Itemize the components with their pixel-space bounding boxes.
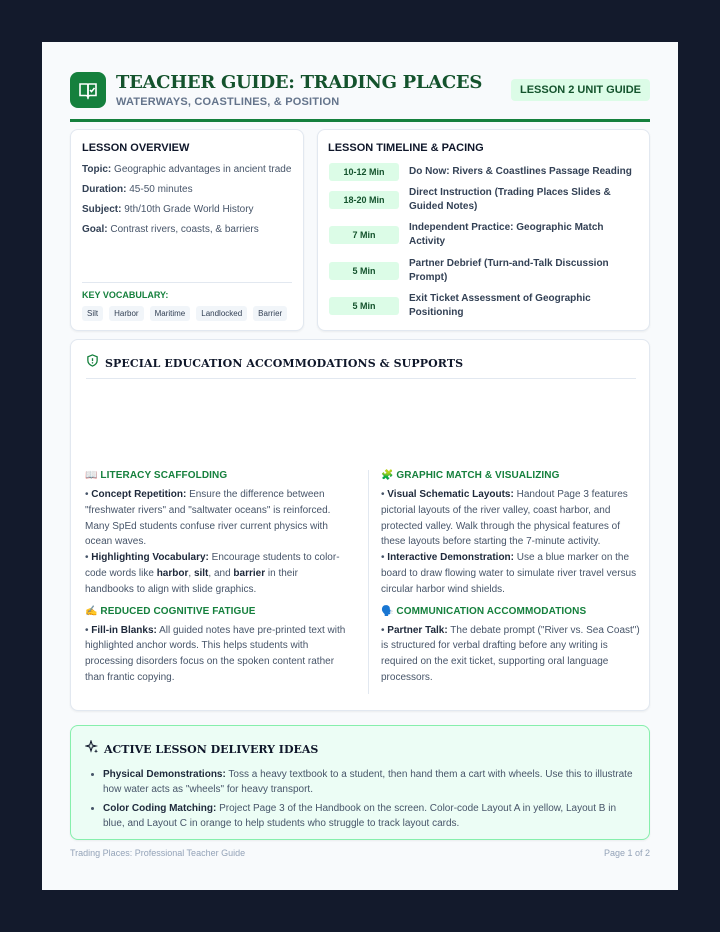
timeline-item bbox=[329, 221, 639, 249]
overview-topic: Topic: Geographic advantages in ancient trade bbox=[82, 164, 292, 175]
timeline-text: Partner Debrief (Turn-and-Talk Discussion Prompt) bbox=[409, 258, 609, 283]
time-pill: 5 Min bbox=[329, 262, 399, 280]
lesson-timeline-card bbox=[317, 129, 650, 331]
footer-title: Trading Places: Professional Teacher Guide bbox=[70, 848, 246, 858]
graphic-heading: 🧩 GRAPHIC MATCH & VISUALIZING bbox=[381, 470, 560, 481]
timeline-item bbox=[329, 186, 639, 214]
timeline-text: Do Now: Rivers & Coastlines Passage Reading bbox=[409, 166, 632, 177]
literacy-heading: 📖 LITERACY SCAFFOLDING bbox=[85, 470, 228, 481]
sparkles-icon bbox=[85, 740, 99, 759]
page-subtitle: WATERWAYS, COASTLINES, & POSITION bbox=[116, 96, 340, 108]
vocab-list bbox=[82, 306, 287, 321]
time-pill: 7 Min bbox=[329, 226, 399, 244]
vocab-title: KEY VOCABULARY: bbox=[82, 290, 169, 300]
vocab-chip: Silt bbox=[82, 306, 103, 321]
list-item: • Physical Demonstrations: Toss a heavy textbook to a student, then hand them a cart with wheels. Use this to illustrate how water acts as "wheels" for heavy transport. bbox=[103, 767, 635, 797]
timeline-item bbox=[329, 163, 639, 181]
lesson-overview-card bbox=[70, 129, 304, 331]
timeline-text: Direct Instruction (Trading Places Slides & Guided Notes) bbox=[409, 187, 611, 212]
page-header bbox=[70, 72, 650, 122]
overview-title: LESSON OVERVIEW bbox=[82, 142, 190, 154]
ideas-header bbox=[85, 740, 635, 759]
page-title: TEACHER GUIDE: TRADING PLACES bbox=[116, 72, 483, 93]
sped-left-column bbox=[85, 470, 349, 686]
unit-guide-badge: LESSON 2 UNIT GUIDE bbox=[511, 79, 650, 101]
document-page bbox=[42, 42, 678, 890]
timeline-item bbox=[329, 257, 639, 285]
page-number: Page 1 of 2 bbox=[603, 848, 650, 858]
time-pill: 10-12 Min bbox=[329, 163, 399, 181]
vocab-chip: Maritime bbox=[150, 306, 191, 321]
divider bbox=[82, 282, 292, 283]
sped-title: SPECIAL EDUCATION ACCOMMODATIONS & SUPPORTS bbox=[105, 356, 464, 370]
vocab-chip: Barrier bbox=[253, 306, 287, 321]
fatigue-heading: ✍️ REDUCED COGNITIVE FATIGUE bbox=[85, 605, 256, 617]
time-pill: 18-20 Min bbox=[329, 191, 399, 209]
shield-icon bbox=[86, 354, 99, 372]
timeline-text: Independent Practice: Geographic Match Activity bbox=[409, 222, 604, 247]
ideas-list bbox=[85, 767, 635, 831]
communication-heading: 🗣️ COMMUNICATION ACCOMMODATIONS bbox=[381, 605, 587, 617]
literacy-point: • Highlighting Vocabulary: Encourage students to color-code words like harbor, silt, and barrier in their handbooks to align with slide graphics. bbox=[85, 552, 340, 595]
column-divider bbox=[368, 470, 369, 694]
time-pill: 5 Min bbox=[329, 297, 399, 315]
overview-goal: Goal: Contrast rivers, coasts, & barriers bbox=[82, 224, 259, 235]
vocab-chip: Harbor bbox=[109, 306, 143, 321]
graphic-point: • Interactive Demonstration: Use a blue marker on the board to draw flowing water to simulate river travel versus circular harbor wind shields. bbox=[381, 552, 637, 595]
graphic-point: • Visual Schematic Layouts: Handout Page 3 features pictorial layouts of the river valley, coast harbor, and protected valley. Walk through the physical features of these layouts before starting the 7-minute activity. bbox=[381, 489, 628, 548]
ideas-title: ACTIVE LESSON DELIVERY IDEAS bbox=[104, 743, 319, 756]
timeline-text: Exit Ticket Assessment of Geographic Positioning bbox=[409, 293, 591, 318]
overview-duration: Duration: 45-50 minutes bbox=[82, 184, 193, 195]
sped-right-column bbox=[381, 470, 645, 686]
timeline-item bbox=[329, 292, 639, 320]
communication-point: • Partner Talk: The debate prompt ("River vs. Sea Coast") is structured for verbal drafting before any writing is required on the exit ticket, supporting oral language processors. bbox=[381, 624, 640, 683]
timeline-title: LESSON TIMELINE & PACING bbox=[328, 142, 484, 154]
sped-header bbox=[86, 354, 636, 379]
book-check-icon bbox=[70, 72, 106, 108]
sped-accommodations-card bbox=[70, 339, 650, 711]
delivery-ideas-card bbox=[70, 725, 650, 840]
literacy-point: • Concept Repetition: Ensure the difference between "freshwater rivers" and "saltwater oceans" is reinforced. Many SpEd students confuse river current physics with ocean waves. bbox=[85, 489, 331, 548]
list-item: • Color Coding Matching: Project Page 3 of the Handbook on the screen. Color-code Layout A in yellow, Layout B in blue, and Layout C in orange to help students who struggle to track layout cards. bbox=[103, 801, 635, 831]
overview-subject: Subject: 9th/10th Grade World History bbox=[82, 204, 254, 215]
vocab-chip: Landlocked bbox=[196, 306, 247, 321]
fatigue-point: • Fill-in Blanks: All guided notes have pre-printed text with highlighted anchor words. This helps students with processing disorders focus on the spoken content rather than frantic copying. bbox=[85, 624, 346, 683]
